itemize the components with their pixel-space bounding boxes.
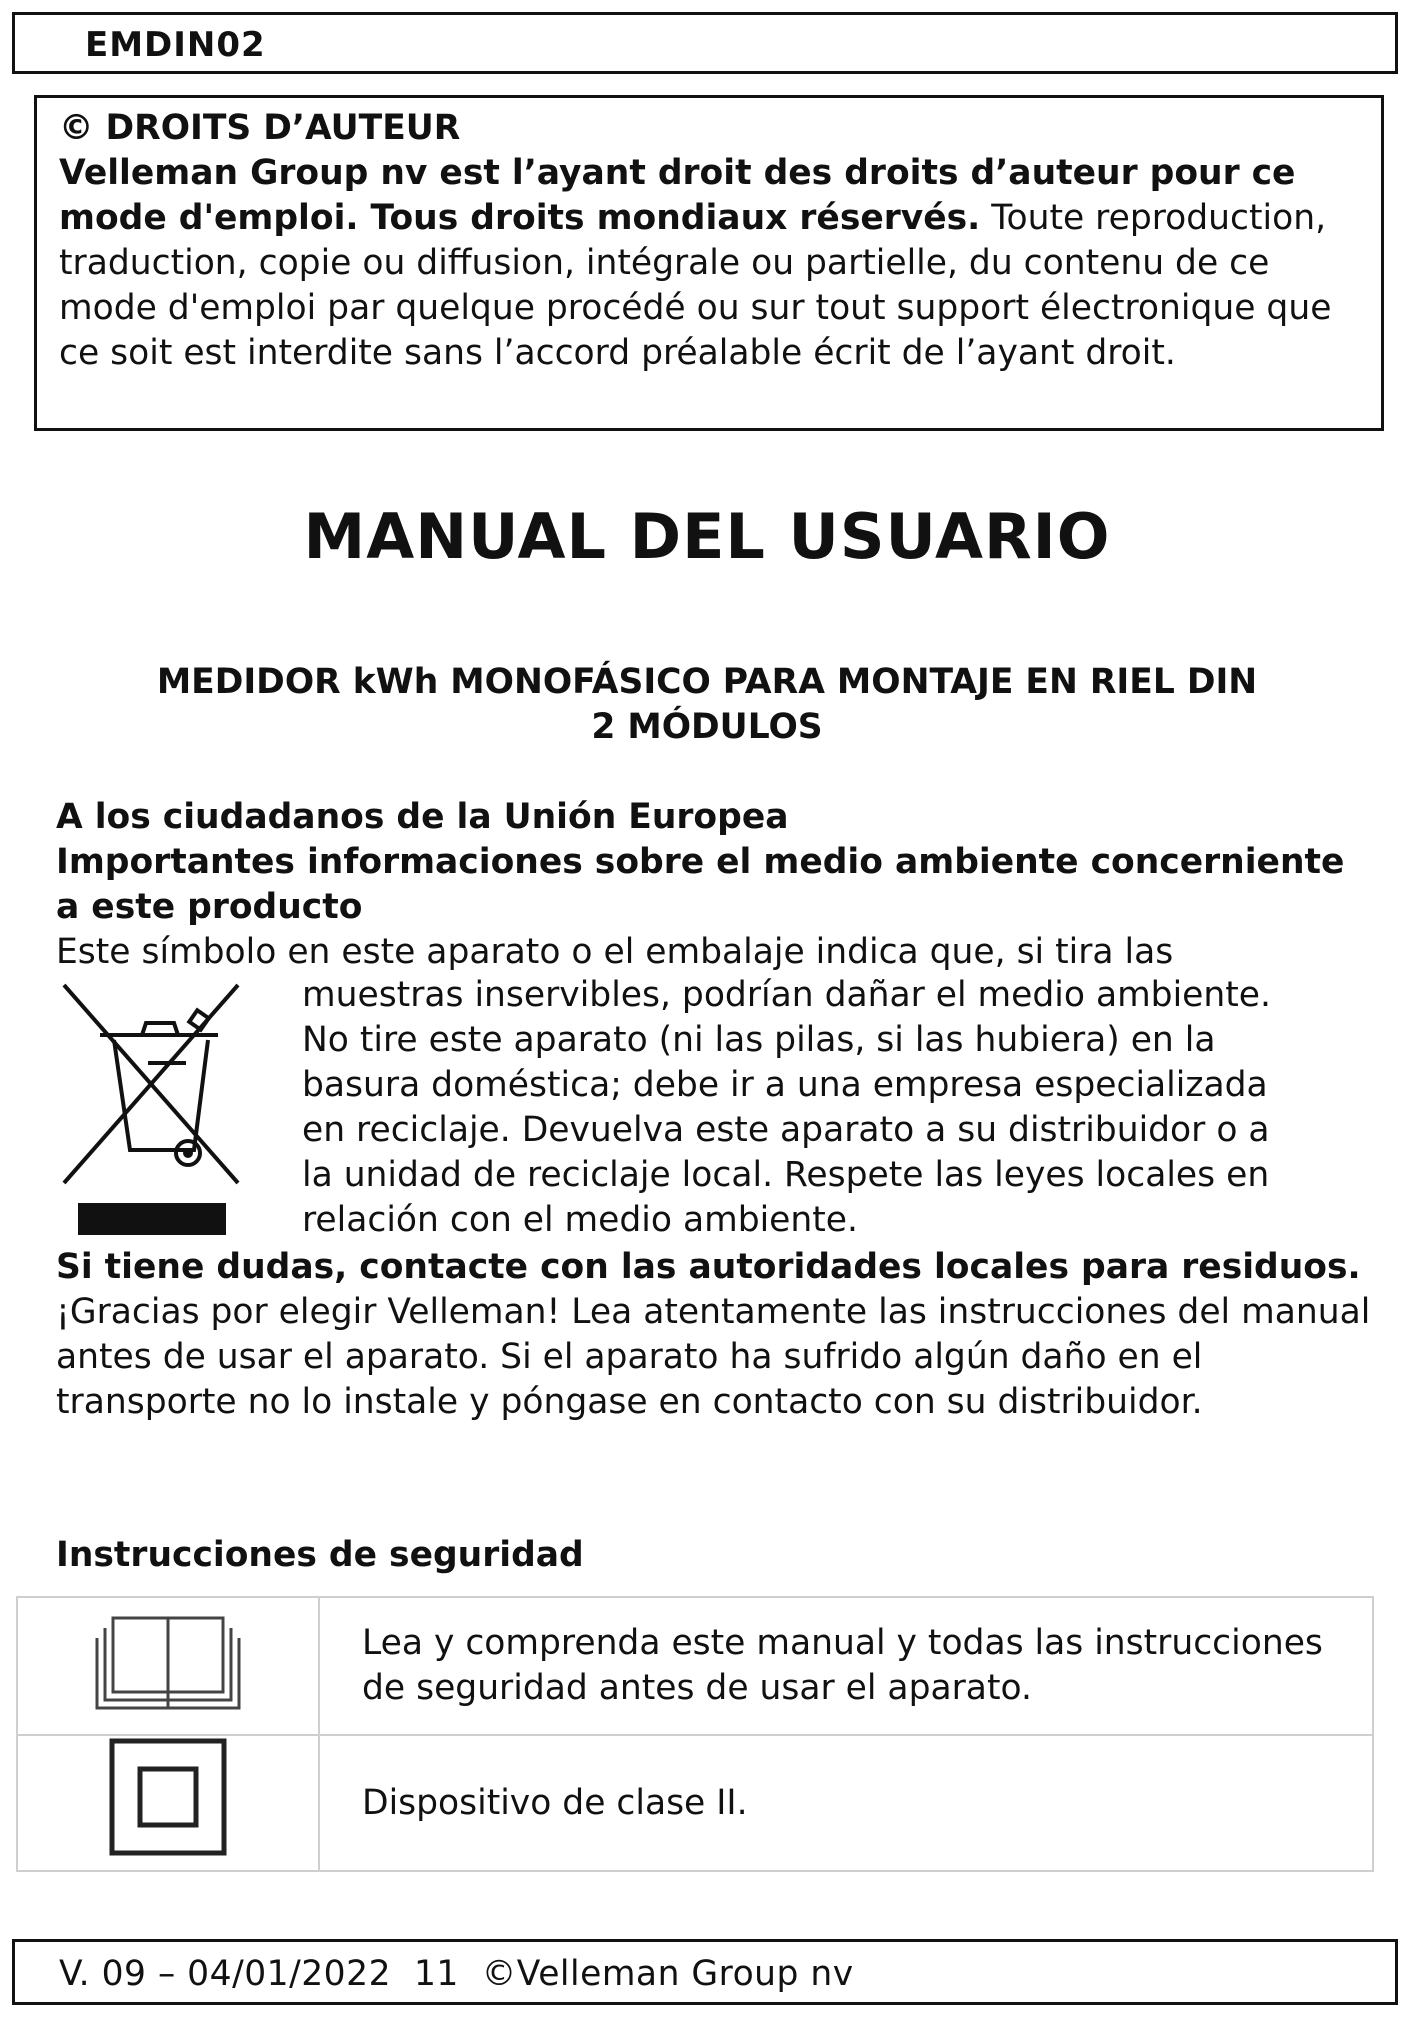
product-title-line1: MEDIDOR kWh MONOFÁSICO PARA MONTAJE EN RIEL DIN (156, 662, 1258, 702)
weee-line: basura doméstica; debe ir a una empresa especializada (302, 1065, 1268, 1105)
copyright-text: Toute reproduction, traduction, copie ou diffusion, intégrale ou partielle, du contenu de ce mode d'emploi par quelque procédé ou sur tout support électronique que ce soit est interdite sans l’accord préalable écrit de l’ayant droit. (59, 198, 1332, 373)
copyright-title: © DROITS D’AUTEUR (59, 108, 461, 148)
footer-text: V. 09 – 04/01/2022 11 ©Velleman Group nv (59, 1954, 854, 1994)
product-code: EMDIN02 (85, 25, 266, 65)
safety-text-cell: Dispositivo de clase II. (319, 1735, 1373, 1871)
doubts-note: Si tiene dudas, contacte con las autoridades locales para residuos. (56, 1247, 1361, 1287)
weee-crossed-bin-icon (56, 975, 246, 1245)
weee-text (302, 973, 1382, 1243)
safety-title: Instrucciones de seguridad (56, 1535, 584, 1575)
weee-intro: Este símbolo en este aparato o el embalaje indica que, si tira las (56, 932, 1174, 972)
weee-line: No tire este aparato (ni las pilas, si las hubiera) en la (302, 1020, 1216, 1060)
manual-book-icon (93, 1608, 243, 1712)
weee-line: en reciclaje. Devuelva este aparato a su distribuidor o a (302, 1110, 1270, 1150)
header-box (12, 12, 1398, 74)
weee-line: la unidad de reciclaje local. Respete las leyes locales en (302, 1155, 1270, 1195)
footer-box (12, 1939, 1398, 2005)
copyright-notice (34, 95, 1384, 431)
weee-line: muestras inservibles, podrían dañar el medio ambiente. (302, 975, 1271, 1015)
table-row (17, 1735, 1373, 1871)
safety-table (16, 1596, 1374, 1872)
weee-block (56, 975, 1376, 1245)
environment-heading: Importantes informaciones sobre el medio ambiente concerniente a este producto (56, 842, 1345, 927)
class-ii-icon (108, 1737, 228, 1857)
table-icon-cell (17, 1735, 319, 1871)
product-title-line2: 2 MÓDULOS (591, 707, 823, 747)
eu-heading: A los ciudadanos de la Unión Europea (56, 797, 789, 837)
thanks-paragraph: ¡Gracias por elegir Velleman! Lea atentamente las instrucciones del manual antes de usar el aparato. Si el aparato ha sufrido algún daño en el transporte no lo instale y póngase en contacto con su distribuidor. (56, 1292, 1371, 1422)
weee-line: relación con el medio ambiente. (302, 1200, 858, 1240)
table-icon-cell (17, 1597, 319, 1735)
safety-text-cell: Lea y comprenda este manual y todas las instrucciones de seguridad antes de usar el aparato. (319, 1597, 1373, 1735)
eu-environment-section (56, 795, 1376, 1425)
product-title (0, 660, 1414, 750)
table-row (17, 1597, 1373, 1735)
copyright-bold-text: Velleman Group nv est l’ayant droit des droits d’auteur pour ce mode d'emploi. Tous droits mondiaux réservés. (59, 153, 1296, 238)
copyright-body (59, 151, 1359, 376)
manual-title: MANUAL DEL USUARIO (303, 500, 1111, 573)
